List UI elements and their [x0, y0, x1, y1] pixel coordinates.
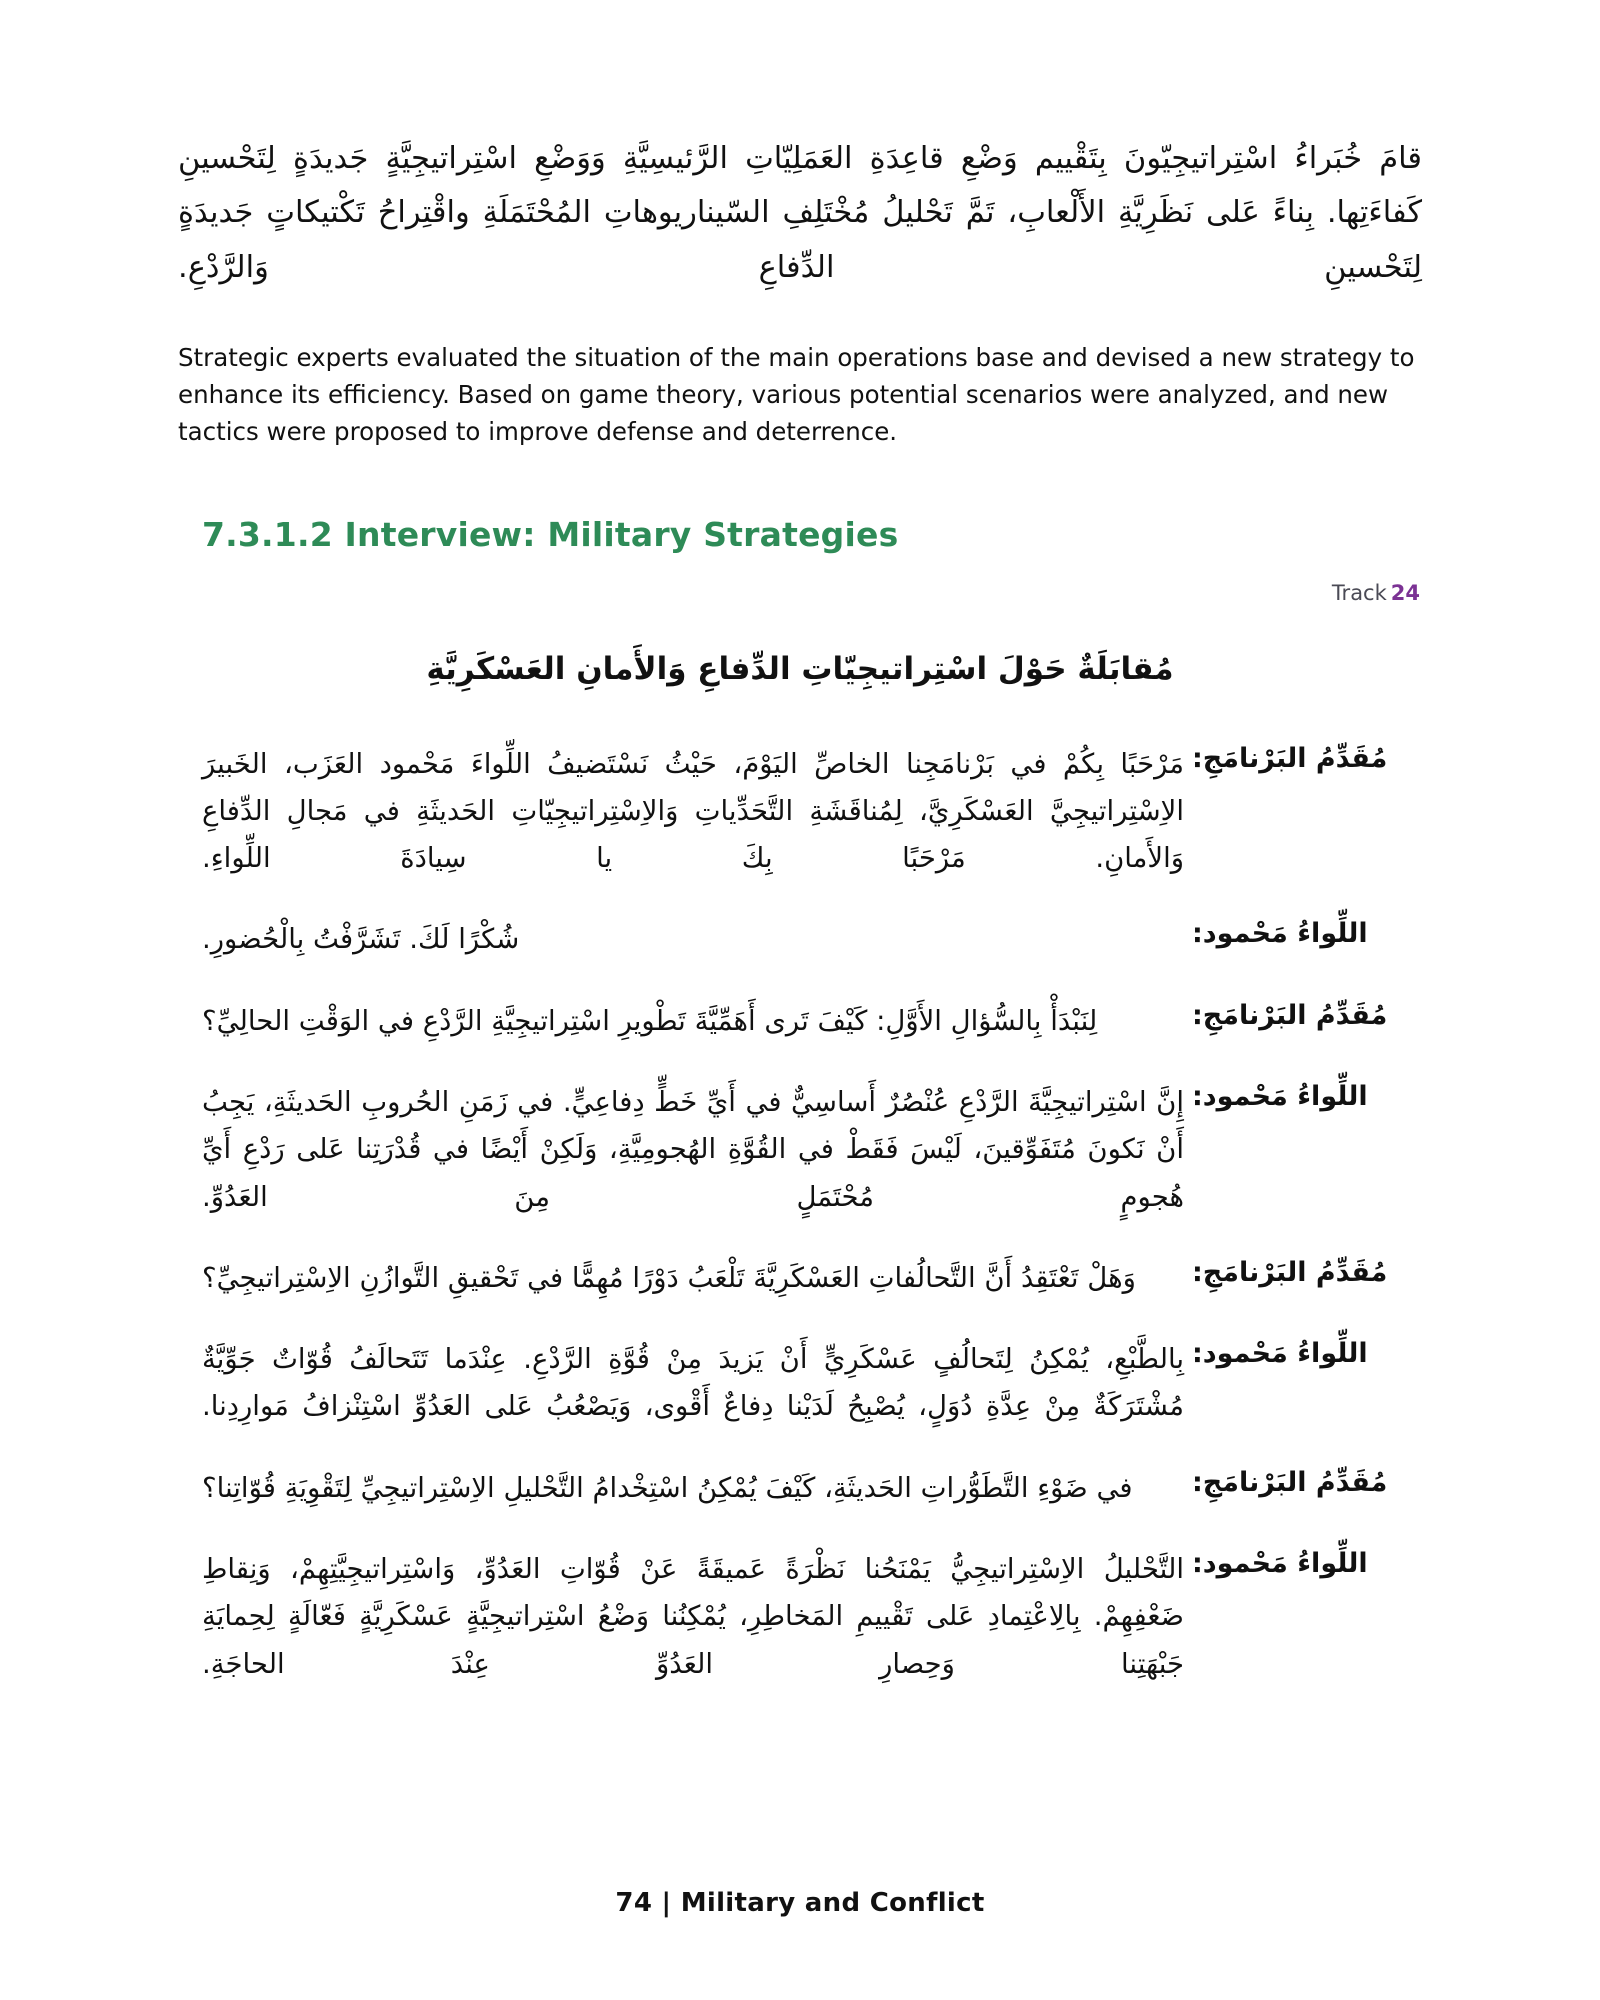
dialogue-speaker-guest: اللِّواءُ مَحْمود:	[1192, 1081, 1368, 1112]
page-footer: 74 | Military and Conflict	[615, 1888, 985, 1918]
page-content	[178, 0, 1422, 1722]
dialogue-text: التَّحْليلُ الاِسْتِراتيجِيُّ يَمْنَحُنا نَظْرَةً عَميقَةً عَنْ قُوّاتِ العَدُوِّ، وَاسْتِراتيجِيَّتِهِمْ، وَنِقاطِ ضَعْفِهِمْ. بِالِاعْتِمادِ عَلى تَقْييمِ المَخاطِرِ، يُمْكِنُنا وَضْعُ اسْتِراتيجِيَّةٍ عَسْكَرِيَّةٍ فَعّالَةٍ لِحِمايَةِ جَبْهَتِنا وَحِصارِ العَدُوِّ عِنْدَ الحاجَةِ.	[202, 1553, 1184, 1680]
dialogue-text: بِالطَّبْعِ، يُمْكِنُ لِتَحالُفٍ عَسْكَرِيٍّ أَنْ يَزيدَ مِنْ قُوَّةِ الرَّدْعِ. عِنْدَما تَتَحالَفُ قُوّاتٌ جَوِّيَّةٌ مُشْتَرَكَةٌ مِنْ عِدَّةِ دُوَلٍ، يُصْبِحُ لَدَيْنا دِفاعٌ أَقْوى، وَيَصْعُبُ عَلى العَدُوِّ اسْتِنْزافُ مَوارِدِنا.	[202, 1343, 1184, 1423]
section-heading: 7.3.1.2 Interview: Military Strategies	[202, 514, 899, 554]
dialogue-speaker-guest: اللِّواءُ مَحْمود:	[1192, 1548, 1368, 1580]
dialogue-turn	[178, 916, 1422, 963]
dialogue-turn	[178, 1465, 1422, 1512]
dialogue-speaker-host: مُقَدِّمُ البَرْنامَجِ:	[1192, 1466, 1388, 1498]
dialogue-speaker-host: مُقَدِّمُ البَرْنامَجِ:	[1192, 999, 1388, 1031]
dialogue-text: شُكْرًا لَكَ. تَشَرَّفْتُ بِالْحُضورِ.	[202, 923, 520, 956]
dialogue-turn	[178, 998, 1422, 1045]
dialogue-turn	[178, 741, 1422, 883]
track-number: 24	[1390, 580, 1420, 605]
dialogue-list	[178, 741, 1422, 1688]
dialogue-speaker-host: مُقَدِّمُ البَرْنامَجِ:	[1192, 742, 1388, 774]
dialogue-turn	[178, 1079, 1422, 1221]
dialogue-text: وَهَلْ تَعْتَقِدُ أَنَّ التَّحالُفاتِ العَسْكَرِيَّةَ تَلْعَبُ دَوْرًا مُهِمًّا في تَحْقيقِ التَّوازُنِ الاِسْتِراتيجِيِّ؟	[202, 1261, 1136, 1294]
dialogue-speaker-guest: اللِّواءُ مَحْمود:	[1192, 918, 1368, 950]
dialogue-text: في ضَوْءِ التَّطَوُّراتِ الحَديثَةِ، كَيْفَ يُمْكِنُ اسْتِخْدامُ التَّحْليلِ الاِسْتِراتيجِيِّ لِتَقْوِيَةِ قُوّاتِنا؟	[202, 1471, 1133, 1504]
dialogue-text: مَرْحَبًا بِكُمْ في بَرْنامَجِنا الخاصِّ اليَوْمَ، حَيْثُ نَسْتَضيفُ اللِّواءَ مَحْمود العَزَب، الخَبيرَ الاِسْتِراتيجِيَّ العَسْكَرِيَّ، لِمُناقَشَةِ التَّحَدِّياتِ وَالاِسْتِراتيجِيّاتِ الحَديثَةِ في مَجالِ الدِّفاعِ وَالأَمانِ. مَرْحَبًا بِكَ يا سِيادَةَ اللِّواءِ.	[202, 747, 1184, 875]
dialogue-title: مُقابَلَةٌ حَوْلَ اسْتِراتيجِيّاتِ الدِّفاعِ وَالأَمانِ العَسْكَرِيَّةِ	[426, 650, 1174, 687]
dialogue-text: إِنَّ اسْتِراتيجِيَّةَ الرَّدْعِ عُنْصُرٌ أَساسِيٌّ في أَيِّ خَطٍّ دِفاعِيٍّ. في زَمَنِ الحُروبِ الحَديثَةِ، يَجِبُ أَنْ نَكونَ مُتَفَوِّقينَ، لَيْسَ فَقَطْ في القُوَّةِ الهُجومِيَّةِ، وَلَكِنْ أَيْضًا في قُدْرَتِنا عَلى رَدْعِ أَيِّ هُجومٍ مُحْتَمَلٍ مِنَ العَدُوِّ.	[202, 1086, 1184, 1213]
intro-paragraph-arabic: قامَ خُبَراءُ اسْتِراتيجِيّونَ بِتَقْييم وَضْعِ قاعِدَةِ العَمَلِيّاتِ الرَّئيسِيَّةِ وَوَضْعِ اسْتِراتيجِيَّةٍ جَديدَةٍ لِتَحْسينِ كَفاءَتِها. بِناءً عَلى نَظَرِيَّةِ الأَلْعابِ، تَمَّ تَحْليلُ مُخْتَلِفِ السّيناريوهاتِ المُحْتَمَلَةِ واقْتِراحُ تَكْتيكاتٍ جَديدَةٍ لِتَحْسينِ الدِّفاعِ وَالرَّدْعِ.	[178, 141, 1422, 285]
dialogue-turn	[178, 1336, 1422, 1431]
dialogue-turn	[178, 1546, 1422, 1688]
intro-paragraph-english: Strategic experts evaluated the situation of the main operations base and devised a new strategy to enhance its efficiency. Based on game theory, various potential scenarios were analyzed, and new tactics were proposed to improve defense and deterrence.	[178, 342, 1415, 447]
dialogue-speaker-host: مُقَدِّمُ البَرْنامَجِ:	[1192, 1256, 1388, 1288]
dialogue-text: لِنَبْدَأْ بِالسُّؤالِ الأَوَّلِ: كَيْفَ تَرى أَهَمِّيَّةَ تَطْويرِ اسْتِراتيجِيَّةِ الرَّدْعِ في الوَقْتِ الحالِيِّ؟	[202, 1004, 1098, 1037]
track-indicator	[178, 581, 1422, 605]
track-label: Track	[1331, 580, 1387, 605]
dialogue-turn	[178, 1255, 1422, 1302]
dialogue-speaker-guest: اللِّواءُ مَحْمود:	[1192, 1338, 1368, 1370]
